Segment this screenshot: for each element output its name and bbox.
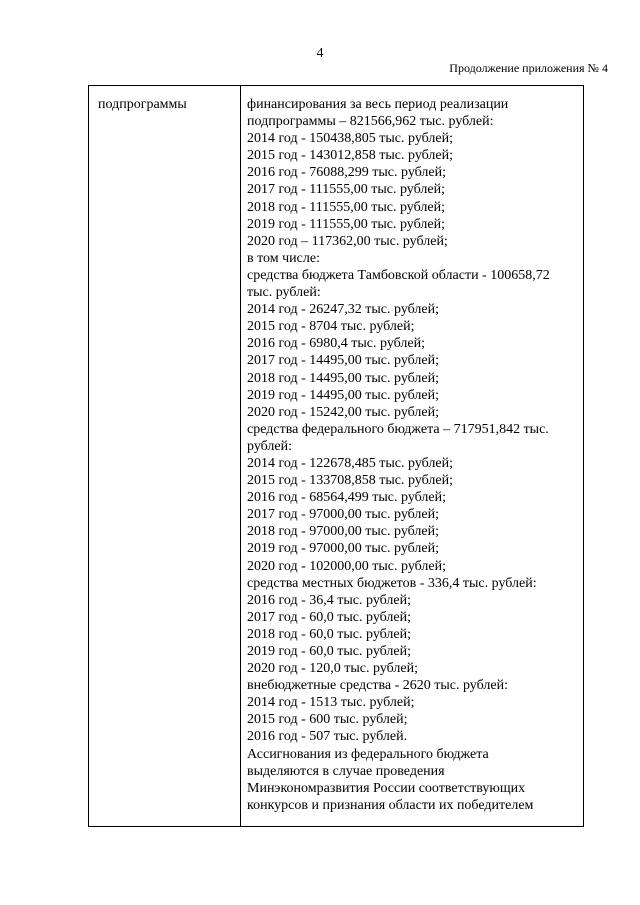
funding-text-line: средства федерального бюджета – 717951,842 тыс.	[247, 421, 549, 437]
funding-text-line: средства бюджета Тамбовской области - 100658,72	[247, 267, 550, 283]
funding-text-line: Минэкономразвития России соответствующих	[247, 780, 526, 796]
funding-text-line: 2018 год - 60,0 тыс. рублей;	[247, 626, 412, 642]
funding-text-line: 2015 год - 8704 тыс. рублей;	[247, 319, 415, 335]
funding-text-line: 2017 год - 14495,00 тыс. рублей;	[247, 353, 440, 369]
column-divider	[240, 86, 241, 826]
funding-text-line: 2020 год - 15242,00 тыс. рублей;	[247, 404, 440, 420]
funding-text-line: подпрограммы – 821566,962 тыс. рублей:	[247, 114, 494, 130]
funding-text-line: 2018 год - 111555,00 тыс. рублей;	[247, 199, 445, 215]
funding-text-line: 2014 год - 1513 тыс. рублей;	[247, 695, 415, 711]
funding-text-line: 2016 год - 507 тыс. рублей.	[247, 729, 408, 745]
funding-text-line: конкурсов и признания области их победителем	[247, 797, 534, 813]
page-number: 4	[316, 46, 324, 61]
funding-text-line: в том числе:	[247, 250, 320, 266]
funding-text-line: 2016 год - 6980,4 тыс. рублей;	[247, 336, 426, 352]
funding-text-line: 2015 год - 600 тыс. рублей;	[247, 712, 408, 728]
funding-text-line: средства местных бюджетов - 336,4 тыс. рублей:	[247, 575, 537, 591]
funding-text-line: 2016 год - 76088,299 тыс. рублей;	[247, 165, 447, 181]
funding-text-line: 2017 год - 111555,00 тыс. рублей;	[247, 182, 445, 198]
funding-text-line: 2014 год - 26247,32 тыс. рублей;	[247, 302, 440, 318]
funding-description-cell	[247, 96, 583, 814]
funding-text-line: 2015 год - 143012,858 тыс. рублей;	[247, 148, 454, 164]
funding-text-line: 2016 год - 36,4 тыс. рублей;	[247, 592, 412, 608]
funding-text-line: 2019 год - 60,0 тыс. рублей;	[247, 644, 412, 659]
funding-text-line: 2020 год - 102000,00 тыс. рублей;	[247, 558, 447, 574]
funding-text-line: Ассигнования из федерального бюджета	[247, 746, 489, 762]
funding-text-line: 2016 год - 68564,499 тыс. рублей;	[247, 490, 447, 506]
funding-text-line: 2014 год - 122678,485 тыс. рублей;	[247, 455, 454, 471]
funding-text-line: 2019 год - 111555,00 тыс. рублей;	[247, 216, 445, 232]
appendix-continuation-note: Продолжение приложения № 4	[449, 61, 608, 75]
funding-text-line: финансирования за весь период реализации	[247, 97, 509, 112]
funding-text-line: 2014 год - 150438,805 тыс. рублей;	[247, 131, 454, 147]
funding-text-line: 2017 год - 60,0 тыс. рублей;	[247, 609, 412, 625]
funding-text-line: 2015 год - 133708,858 тыс. рублей;	[247, 473, 454, 489]
row-label-cell: подпрограммы	[98, 97, 187, 112]
funding-text-line: 2018 год - 14495,00 тыс. рублей;	[247, 370, 440, 386]
funding-text-line: выделяются в случае проведения	[247, 763, 445, 779]
funding-text-line: 2018 год - 97000,00 тыс. рублей;	[247, 524, 440, 540]
funding-text-line: тыс. рублей:	[247, 285, 321, 301]
funding-text-line: 2019 год - 14495,00 тыс. рублей;	[247, 387, 440, 403]
funding-text-line: внебюджетные средства - 2620 тыс. рублей:	[247, 678, 508, 694]
funding-text-line: 2020 год - 120,0 тыс. рублей;	[247, 661, 419, 677]
subprogram-funding-table	[88, 85, 584, 827]
funding-text-line: 2020 год – 117362,00 тыс. рублей;	[247, 233, 448, 249]
funding-text-line: 2017 год - 97000,00 тыс. рублей;	[247, 507, 440, 523]
funding-text-line: 2019 год - 97000,00 тыс. рублей;	[247, 541, 440, 557]
funding-text-line: рублей:	[247, 438, 292, 454]
